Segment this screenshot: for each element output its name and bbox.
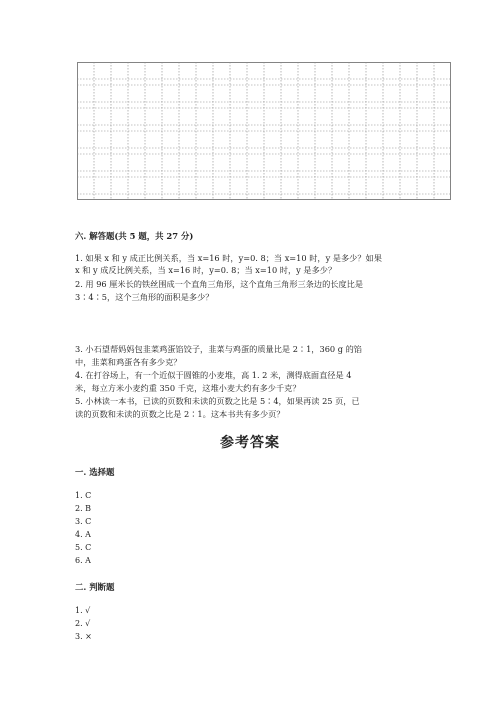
answer-item: 4. A (75, 530, 91, 539)
section-six-heading: 六. 解答题(共 5 题，共 27 分) (75, 231, 194, 241)
part-two-heading: 二. 判断题 (75, 582, 115, 592)
answer-list-judgement (75, 604, 92, 643)
question-1-line-1: 1. 如果 x 和 y 成正比例关系，当 x=16 时，y=0. 8；当 x=10 时，y 是多少？如果 (75, 253, 382, 263)
answer-item: 6. A (75, 556, 91, 565)
question-4-line-2: 米，每立方米小麦约重 350 千克，这堆小麦大约有多少千克？ (75, 383, 301, 393)
answers-title: 参考答案 (220, 435, 280, 451)
answer-item: 3. C (75, 517, 92, 526)
question-4-line-1: 4. 在打谷场上，有一个近似于圆锥的小麦堆，高 1. 2 米，测得底面直径是 4 (75, 370, 352, 380)
answer-item: 1. √ (75, 606, 91, 615)
answer-item: 2. B (75, 504, 92, 513)
question-5-line-1: 5. 小林读一本书，已读的页数和未读的页数之比是 5∶4，如果再读 25 页，已 (75, 396, 360, 406)
answer-item: 1. C (75, 491, 92, 500)
grid-lines (77, 62, 451, 200)
answer-item: 2. √ (75, 619, 91, 628)
question-2-line-1: 2. 用 96 厘米长的铁丝围成一个直角三角形，这个直角三角形三条边的长度比是 (75, 279, 364, 289)
question-3-line-1: 3. 小石望帮妈妈包韭菜鸡蛋馅饺子，韭菜与鸡蛋的质量比是 2∶1，360 g 的馅 (75, 344, 362, 354)
question-1-line-2: x 和 y 成反比例关系，当 x=16 时，y=0. 8；当 x=10 时，y 是多少？ (75, 265, 337, 275)
writing-grid (77, 62, 451, 200)
answer-item: 3. × (75, 632, 92, 641)
question-2-line-2: 3∶4∶5，这个三角形的面积是多少？ (75, 292, 214, 302)
question-5-line-2: 读的页数和未读的页数之比是 2∶1。这本书共有多少页？ (75, 409, 285, 419)
question-3-line-2: 中，韭菜和鸡蛋各有多少克？ (75, 357, 182, 367)
answer-item: 5. C (75, 543, 92, 552)
part-one-heading: 一. 选择题 (75, 467, 115, 477)
answer-list-choice (75, 489, 91, 567)
